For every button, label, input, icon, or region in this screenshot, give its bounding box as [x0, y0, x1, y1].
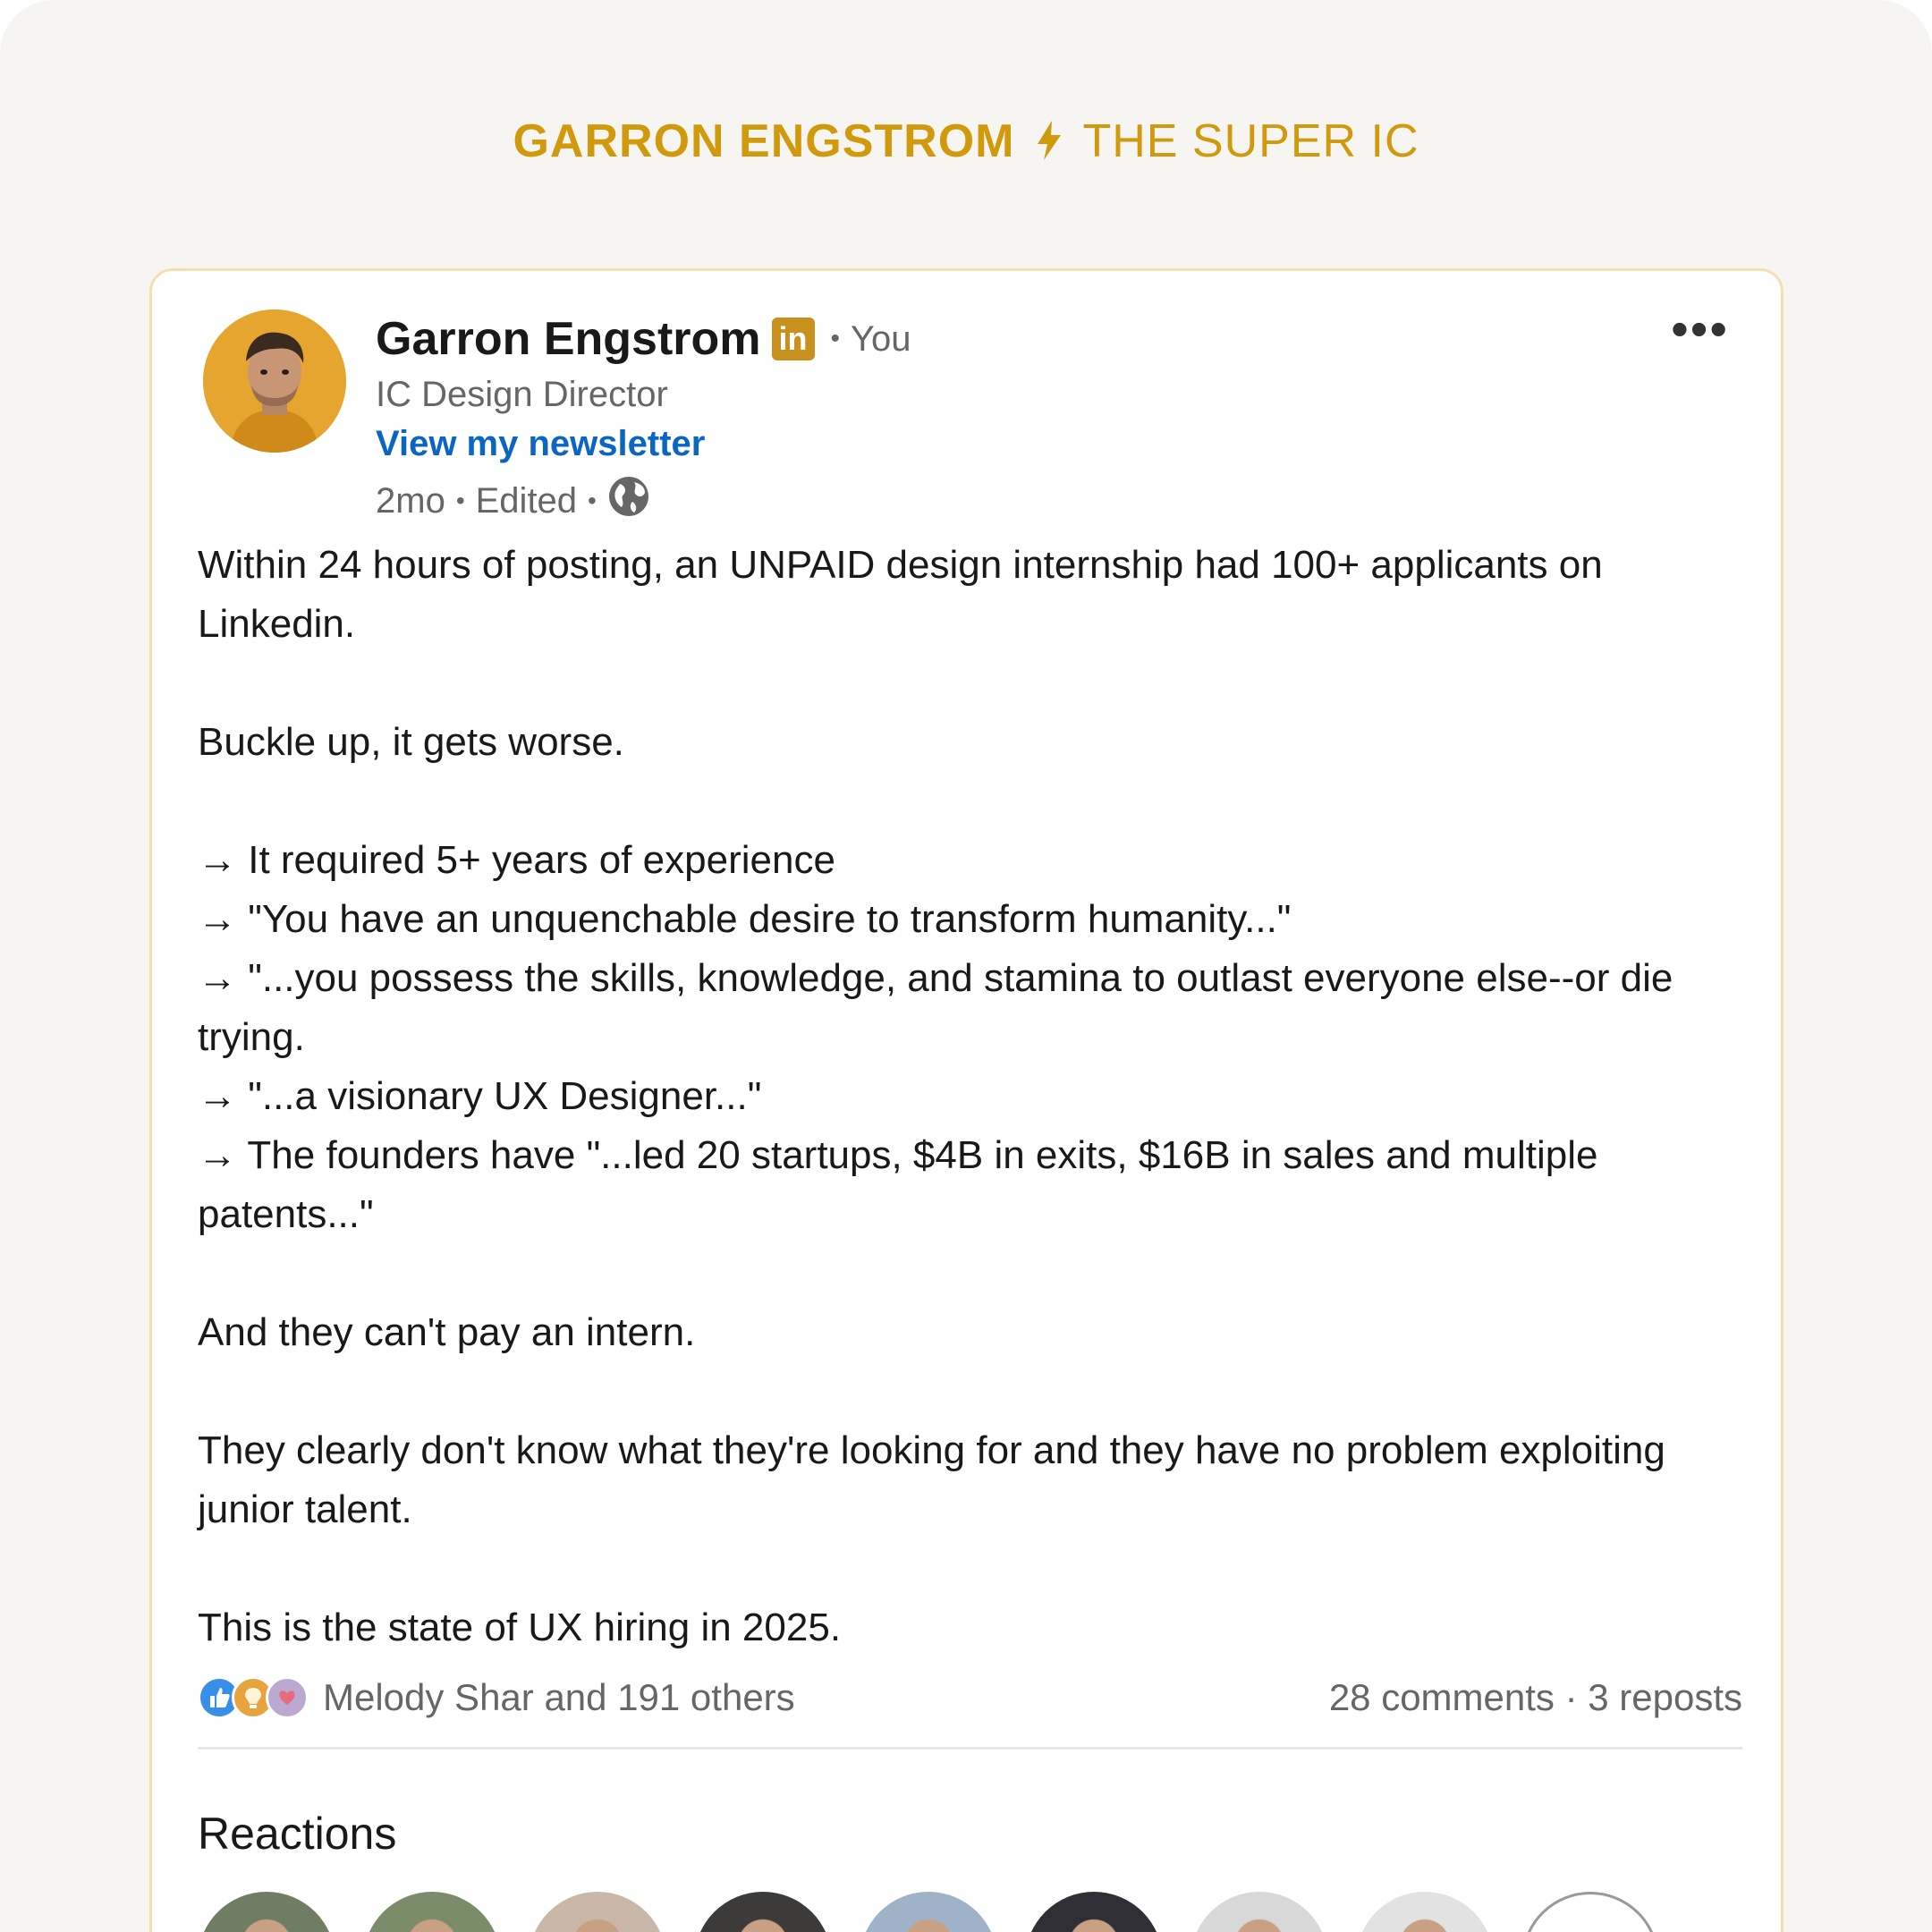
author-block [376, 310, 911, 527]
separator-dot: • [830, 324, 841, 353]
support-icon [266, 1676, 309, 1719]
post-line: And they can't pay an intern. [198, 1310, 696, 1354]
divider [198, 1747, 1742, 1750]
reactor-avatars-row [198, 1892, 1742, 1932]
post-line: → "...you possess the skills, knowledge, and stamina to outlast everyone else--or die trying. [198, 956, 1674, 1059]
comments-reposts-count[interactable]: 28 comments · 3 reposts [1328, 1676, 1742, 1718]
author-headline: IC Design Director [376, 375, 668, 414]
paragraph-gap [198, 1244, 1754, 1303]
lightning-bolt-icon [1036, 118, 1063, 172]
brand-tagline: THE SUPER IC [1082, 115, 1419, 167]
reactor-avatar-7[interactable] [1191, 1892, 1328, 1932]
edited-label: Edited [475, 480, 578, 521]
reactor-avatar-6[interactable] [1025, 1892, 1163, 1932]
reactor-avatar-3[interactable] [529, 1892, 666, 1932]
post-line: → "...a visionary UX Designer..." [198, 1074, 762, 1118]
post-line: Buckle up, it gets worse. [198, 720, 624, 764]
separator-dot: • [455, 487, 465, 514]
reactions-text: Melody Shar and 191 others [323, 1676, 795, 1718]
post-line: → It required 5+ years of experience [198, 838, 835, 882]
post-line: → The founders have "...led 20 startups, $4B in exits, $16B in sales and multiple patents..." [198, 1133, 1598, 1236]
author-name[interactable]: Garron Engstrom [376, 313, 761, 365]
post-line: → "You have an unquenchable desire to transform humanity..." [198, 897, 1292, 941]
more-reactors-button[interactable] [1521, 1892, 1659, 1932]
reactor-avatar-2[interactable] [363, 1892, 501, 1932]
social-counts-bar [198, 1671, 1742, 1724]
author-avatar[interactable] [203, 309, 346, 453]
reactor-avatar-8[interactable] [1356, 1892, 1494, 1932]
paragraph-gap [198, 1539, 1754, 1598]
post-line: Within 24 hours of posting, an UNPAID design internship had 100+ applicants on Linkedin. [198, 543, 1603, 646]
post-age: 2mo [376, 480, 445, 521]
reaction-icons [198, 1676, 309, 1719]
reactions-heading: Reactions [198, 1809, 397, 1859]
linkedin-icon: in [772, 318, 815, 360]
more-icon[interactable]: ••• [1671, 301, 1729, 357]
reactor-avatar-5[interactable] [860, 1892, 997, 1932]
paragraph-gap [198, 654, 1754, 713]
post-meta [376, 475, 911, 527]
brand-name: GARRON ENGSTROM [513, 115, 1015, 167]
linkedin-post-card [149, 268, 1784, 1932]
author-name-row [376, 310, 911, 368]
paragraph-gap [198, 1362, 1754, 1421]
post-line: They clearly don't know what they're looking for and they have no problem exploiting junior talent. [198, 1428, 1665, 1531]
separator-dot: • [588, 487, 597, 514]
paragraph-gap [198, 772, 1754, 831]
post-line: This is the state of UX hiring in 2025. [198, 1606, 842, 1649]
reactor-avatar-1[interactable] [198, 1892, 335, 1932]
reactor-avatar-4[interactable] [694, 1892, 832, 1932]
brand-header [0, 114, 1932, 172]
post-body [198, 536, 1754, 1657]
globe-icon [607, 475, 650, 527]
connection-degree: You [851, 318, 911, 359]
reactions-summary[interactable] [198, 1676, 795, 1719]
newsletter-link[interactable]: View my newsletter [376, 424, 706, 463]
